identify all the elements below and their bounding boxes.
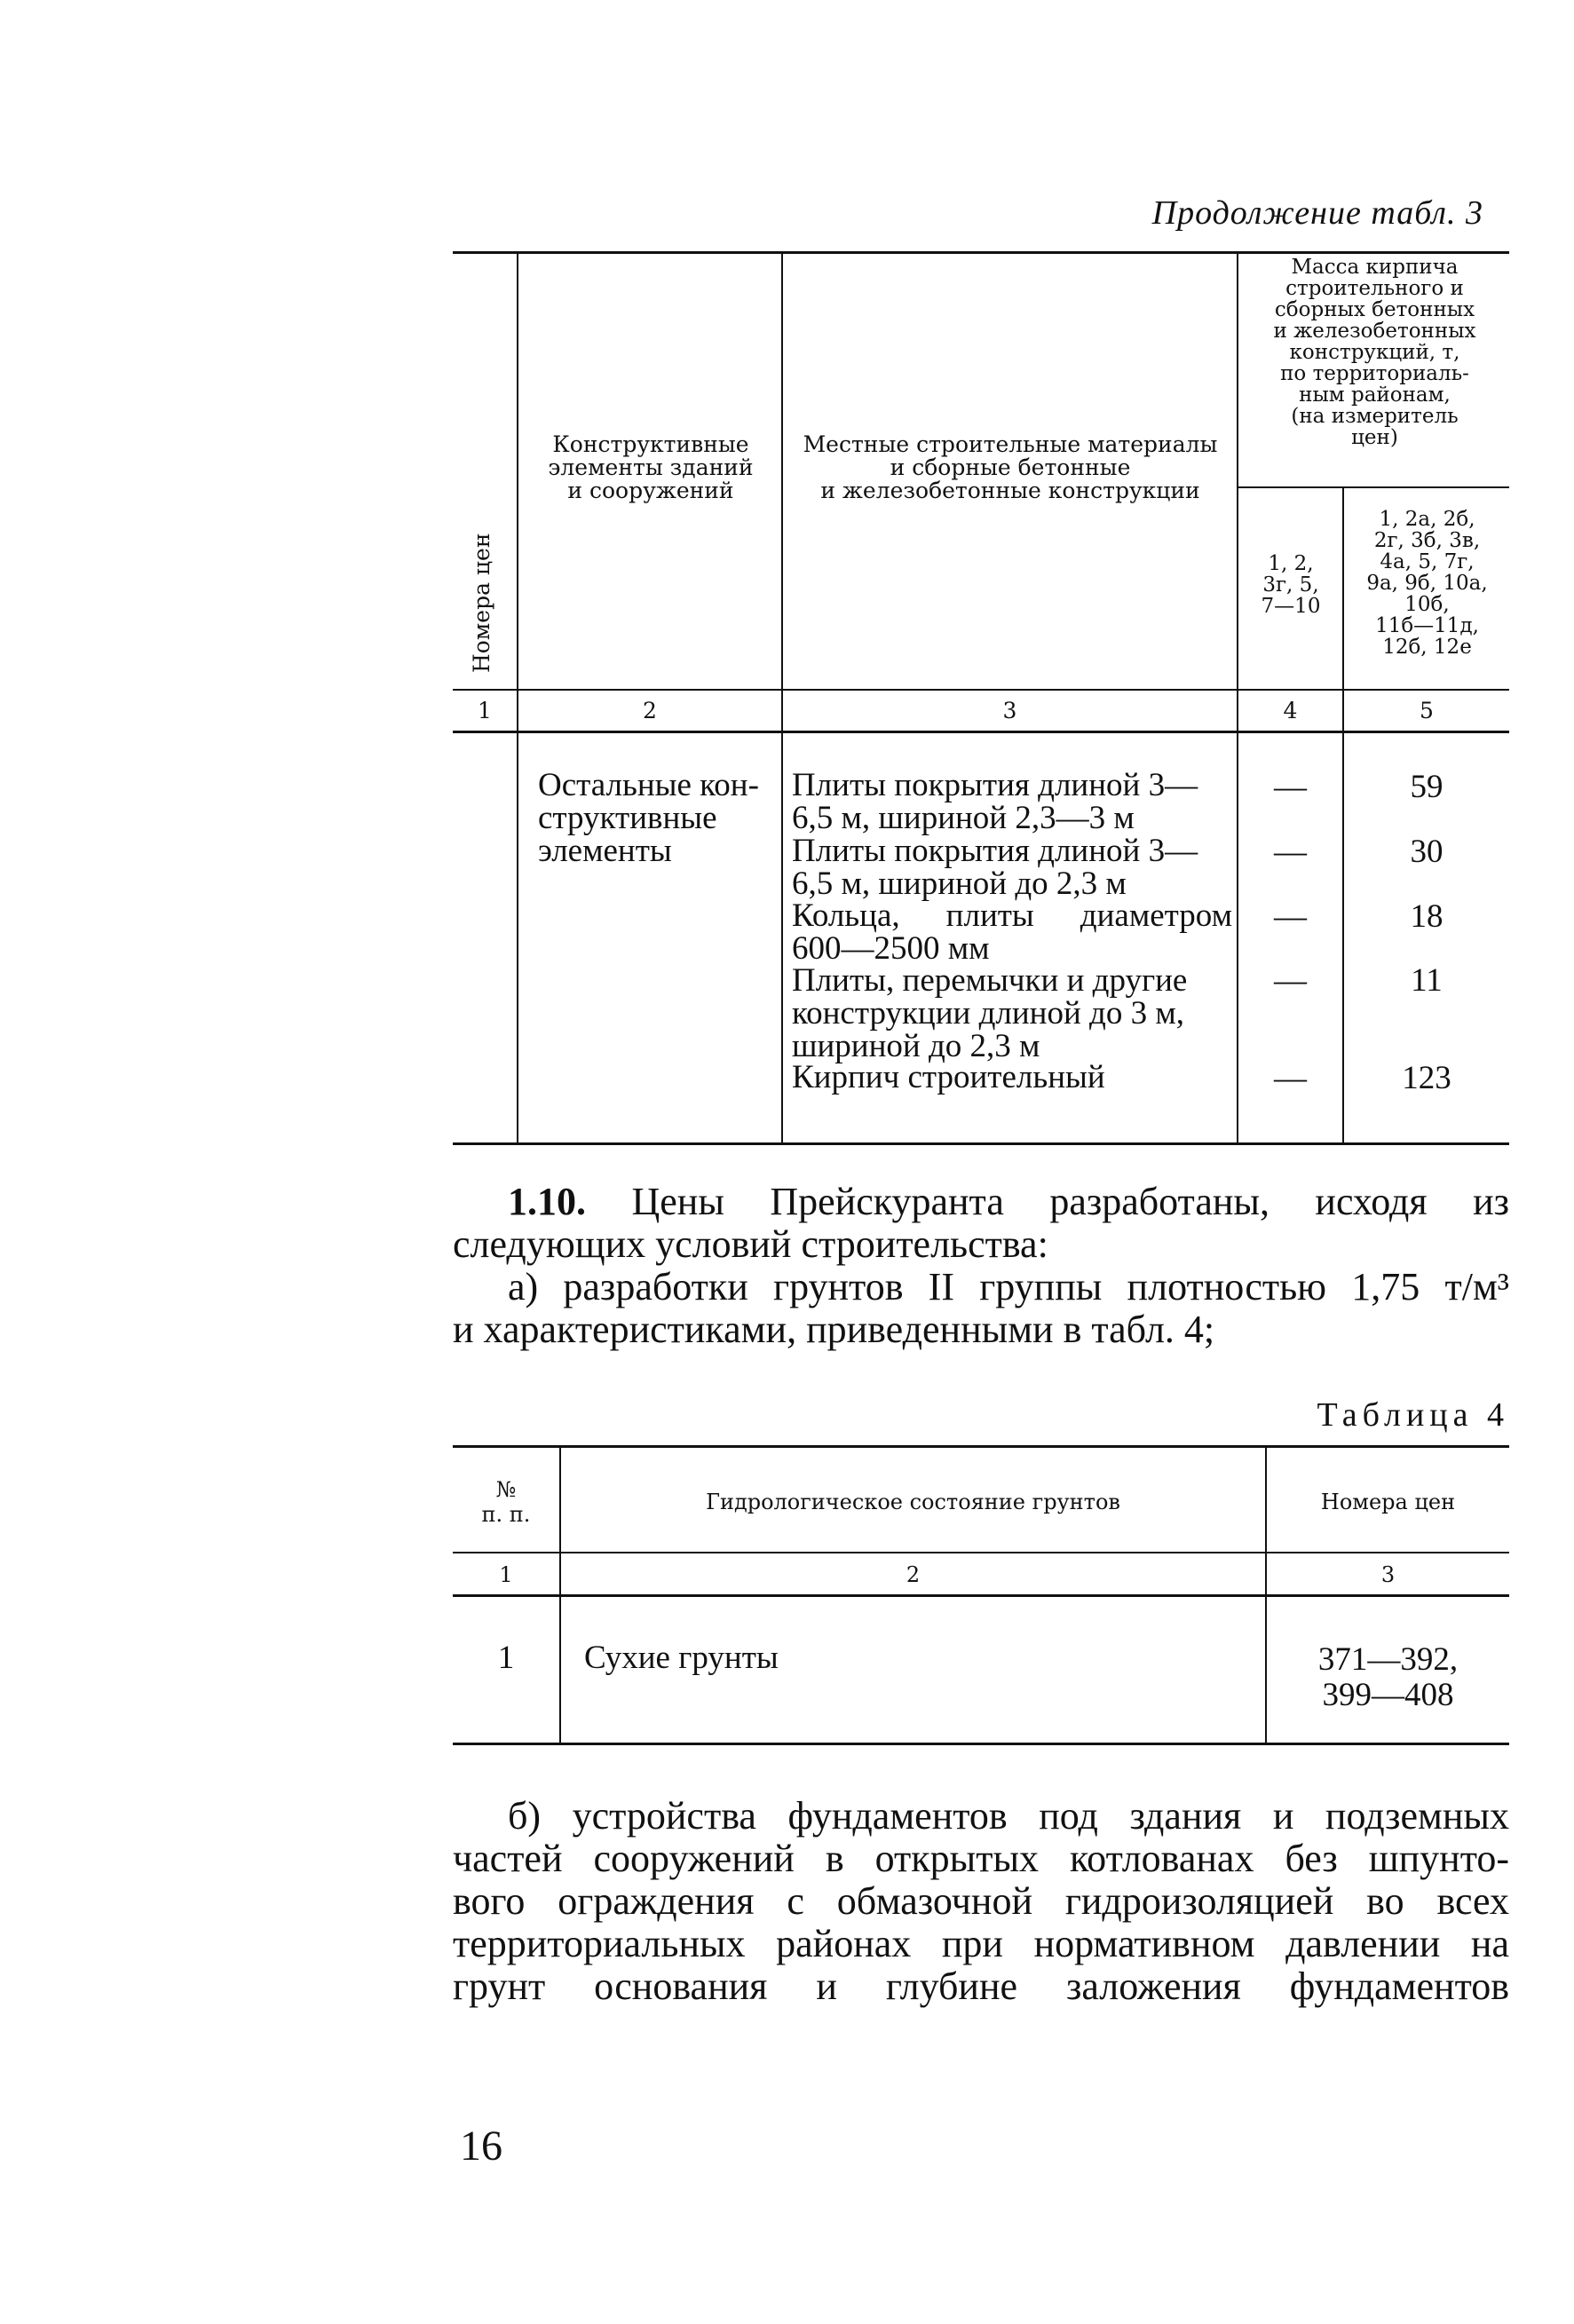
t3-row-1-c5: 59: [1410, 769, 1443, 805]
para1-a-line1: а) разработки грунтов II группы плотностью 1,75 т/м³: [508, 1265, 1509, 1308]
t3-element-cell: Остальные кон- структивные элементы: [538, 767, 759, 869]
t3-header-col3: Местные строительные материалы и сборные бетонные и железобетонные конструкции: [803, 431, 1218, 503]
para2-line2: частей сооружений в открытых котлованах без шпунто-: [453, 1837, 1509, 1880]
t4-header-bottom: [453, 1552, 1509, 1553]
para2-line5: грунт основания и глубине заложения фундаментов: [453, 1964, 1509, 2008]
t4-colnum-1: 1: [499, 1562, 513, 1587]
t4-row-c1: 1: [497, 1640, 515, 1676]
t3-mass-subdivider: [1237, 486, 1509, 488]
table-4-title: Таблица 4: [1317, 1396, 1509, 1434]
t4-top-border: [453, 1445, 1509, 1448]
t3-row-2-c4: —: [1274, 834, 1307, 870]
t3-colnum-1: 1: [478, 698, 492, 723]
continuation-label: Продолжение табл. 3: [1151, 194, 1483, 232]
t3-row-2-material: Плиты покрытия длиной 3— 6,5 м, шириной до 2,3 м: [792, 833, 1198, 902]
t3-vline-4: [1342, 486, 1344, 1145]
t4-header-c2: Гидрологическое состояние грунтов: [706, 1490, 1120, 1514]
para2-line1: б) устройства фундаментов под здания и подземных: [508, 1794, 1509, 1838]
para1-line1: 1.10. Цены Прейскуранта разработаны, исходя из: [508, 1180, 1509, 1223]
t4-bottom-border: [453, 1743, 1509, 1745]
t3-header-sub1: 1, 2, 3г, 5, 7—10: [1261, 552, 1321, 618]
t3-row-3-material: Кольца, плиты диаметром 600—2500 мм: [792, 897, 1232, 967]
t3-row-2-c5: 30: [1410, 834, 1443, 870]
t3-row-5-c4: —: [1274, 1060, 1307, 1096]
t4-row-c3: 371—392, 399—408: [1317, 1641, 1459, 1713]
t3-row-4-material: Плиты, перемычки и другие конструкции длиной до 3 м, шириной до 2,3 м: [792, 962, 1188, 1064]
para2-line3: вого ограждения с обмазочной гидроизоляцией во всех: [453, 1879, 1509, 1923]
t3-colnum-5: 5: [1420, 698, 1434, 723]
t3-header-sub2: 1, 2а, 2б, 2г, 3б, 3в, 4а, 5, 7г, 9а, 9б, 10а, 10б, 11б—11д, 12б, 12е: [1366, 508, 1488, 659]
para1-a-line2: и характеристиками, приведенными в табл. 4;: [453, 1308, 1215, 1351]
t3-top-border: [453, 251, 1509, 254]
t3-row-3-c5: 18: [1410, 898, 1443, 935]
t3-header-col1: Номера цен: [469, 533, 494, 673]
t3-bottom-border: [453, 1142, 1509, 1145]
t3-colnum-2: 2: [643, 698, 657, 723]
t4-colnum-2: 2: [906, 1562, 921, 1587]
t4-header-c1: № п. п.: [481, 1477, 531, 1527]
t3-row-5-material: Кирпич строительный: [792, 1059, 1105, 1095]
t3-row-3-c4: —: [1274, 898, 1307, 935]
t3-row-5-c5: 123: [1402, 1060, 1451, 1096]
t3-row-1-material: Плиты покрытия длиной 3— 6,5 м, шириной 2,3—3 м: [792, 767, 1198, 836]
page-number: 16: [460, 2122, 502, 2170]
t3-header-col2: Конструктивные элементы зданий и сооружений: [548, 431, 754, 503]
para2-line4: территориальных районах при нормативном давлении на: [453, 1922, 1509, 1965]
table-4: [453, 1445, 1509, 1747]
t3-colnum-bottom: [453, 731, 1509, 733]
t3-row-1-c4: —: [1274, 769, 1307, 805]
t4-colnum-bottom: [453, 1594, 1509, 1597]
table-3: [453, 251, 1509, 1146]
t3-header-mass: Масса кирпича строительного и сборных бетонных и железобетонных конструкций, т, по территориаль- ным районам, (на измеритель цен): [1273, 256, 1476, 449]
t3-colnum-4: 4: [1283, 698, 1298, 723]
paragraph-b: [453, 1795, 1509, 2008]
para1-line2: следующих условий строительства:: [453, 1222, 1048, 1266]
t3-colnum-3: 3: [1002, 698, 1017, 723]
t3-row-4-c5: 11: [1411, 962, 1443, 999]
t4-row-c2: Сухие грунты: [584, 1640, 779, 1676]
para1-number: 1.10.: [508, 1180, 586, 1223]
t4-header-c3: Номера цен: [1320, 1490, 1456, 1514]
paragraph-1-10: [453, 1181, 1509, 1351]
t4-colnum-3: 3: [1380, 1562, 1396, 1587]
t3-header-bottom: [453, 689, 1509, 691]
t3-row-4-c4: —: [1274, 962, 1307, 999]
